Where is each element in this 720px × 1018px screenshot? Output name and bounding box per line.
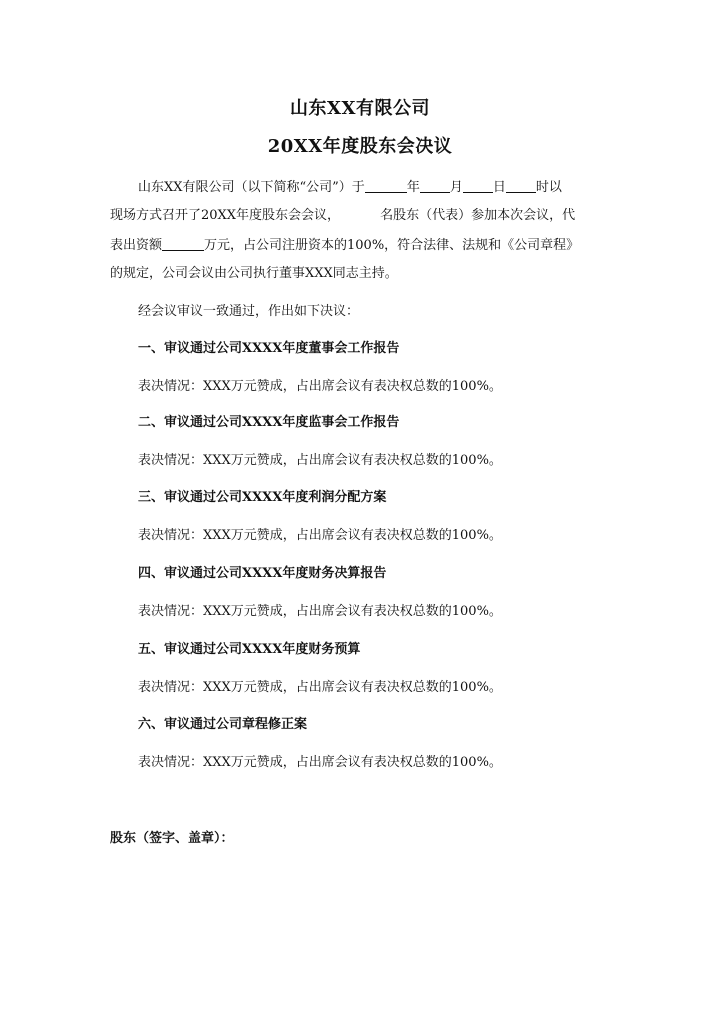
blank-month bbox=[420, 178, 450, 193]
blank-hour bbox=[506, 178, 536, 193]
intro-line-4: 的规定，公司会议由公司执行董事XXX同志主持。 bbox=[110, 266, 398, 281]
blank-capital bbox=[162, 236, 204, 251]
resolution-vote-6: 表决情况：XXX万元赞成，占出席会议有表决权总数的100%。 bbox=[138, 755, 502, 770]
blank-day bbox=[463, 178, 493, 193]
intro-line-1 bbox=[138, 178, 562, 197]
intro-line-3 bbox=[110, 236, 579, 255]
day-label: 日 bbox=[492, 180, 506, 195]
intro-text: 山东XX有限公司（以下简称“公司”）于 bbox=[138, 180, 365, 195]
intro-text: 万元，占公司注册资本的100%，符合法律、法规和《公司章程》 bbox=[204, 238, 580, 253]
resolution-heading-1: 一、审议通过公司XXXX年度董事会工作报告 bbox=[138, 341, 400, 356]
company-title: 山东XX有限公司 bbox=[290, 98, 430, 119]
resolution-vote-5: 表决情况：XXX万元赞成，占出席会议有表决权总数的100%。 bbox=[138, 680, 502, 695]
blank-year bbox=[365, 178, 407, 193]
resolution-vote-2: 表决情况：XXX万元赞成，占出席会议有表决权总数的100%。 bbox=[138, 453, 502, 468]
intro-text: 表出资额 bbox=[110, 238, 163, 253]
consensus-line: 经会议审议一致通过，作出如下决议： bbox=[138, 304, 360, 319]
intro-text: 名股东（代表）参加本次会议，代 bbox=[380, 208, 576, 223]
resolution-heading-6: 六、审议通过公司章程修正案 bbox=[138, 717, 308, 732]
year-label: 年 bbox=[406, 180, 420, 195]
resolution-heading-3: 三、审议通过公司XXXX年度利润分配方案 bbox=[138, 490, 387, 505]
resolution-vote-4: 表决情况：XXX万元赞成，占出席会议有表决权总数的100%。 bbox=[138, 604, 502, 619]
intro-text: 现场方式召开了20XX年度股东会会议， bbox=[110, 208, 341, 223]
signature-line: 股东（签字、盖章）： bbox=[110, 831, 234, 846]
resolution-vote-1: 表决情况：XXX万元赞成，占出席会议有表决权总数的100%。 bbox=[138, 379, 502, 394]
month-label: 月 bbox=[449, 180, 463, 195]
intro-line-2 bbox=[110, 207, 575, 225]
resolution-heading-5: 五、审议通过公司XXXX年度财务预算 bbox=[138, 642, 361, 657]
resolution-heading-4: 四、审议通过公司XXXX年度财务决算报告 bbox=[138, 566, 387, 581]
resolution-heading-2: 二、审议通过公司XXXX年度监事会工作报告 bbox=[138, 415, 400, 430]
resolution-title: 20XX年度股东会决议 bbox=[267, 136, 453, 157]
time-label: 时以 bbox=[535, 180, 562, 195]
resolution-vote-3: 表决情况：XXX万元赞成，占出席会议有表决权总数的100%。 bbox=[138, 528, 502, 543]
